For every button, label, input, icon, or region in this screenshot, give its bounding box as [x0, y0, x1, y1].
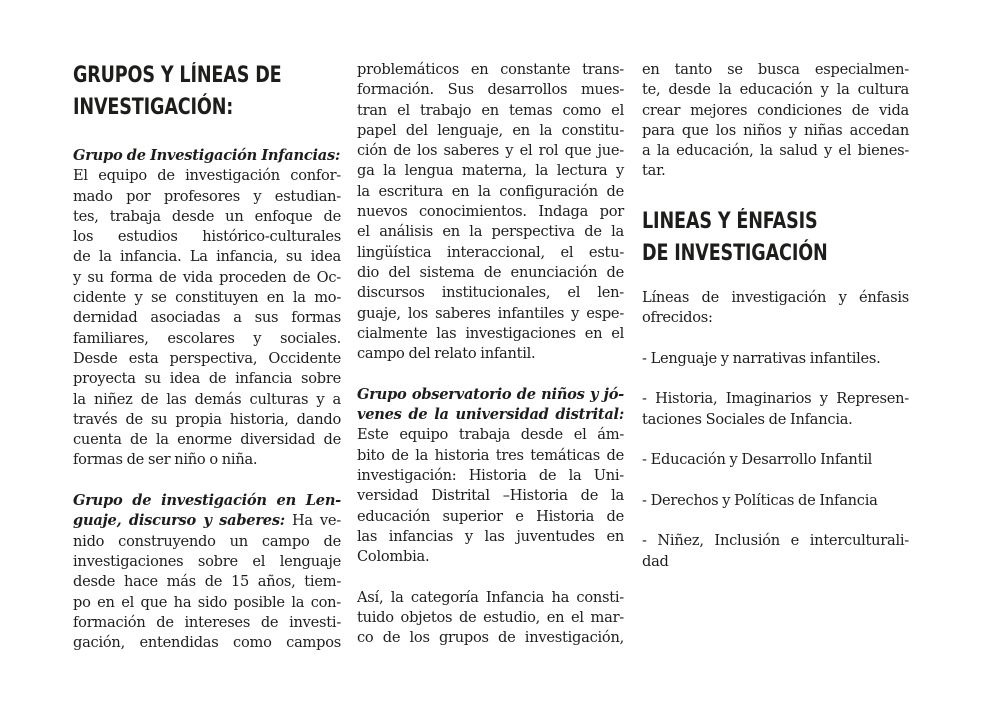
paragraph-continuation: problemáticos en constante trans- formación. Sus desarrollos mues- tran el trabajo en temas como el papel del lenguaje, en la constitu- ción de los saberes y el rol que jue- ga la lengua materna, la lectura y la escritura en la configuración de nuevos conocimientos. Indaga por el análisis en la perspectiva de la lingüística interaccional, el estu- dio del sistema de enunciación de discursos institucionales, el len- guaje, los saberes infantiles y espe- cialmente las investigaciones en el campo del relato infantil. — [357, 61, 624, 363]
group-title-observatorio-l2: venes de la universidad distrital: — [357, 406, 624, 424]
group-title-observatorio-l1: Grupo observatorio de niños y jó- — [357, 385, 624, 403]
section-heading-lineas: LINEAS Y ÉNFASIS DE INVESTIGACIÓN — [642, 208, 828, 266]
paragraph-lineas-intro: Líneas de investigación y énfasis ofrecidos: — [642, 288, 909, 327]
list-item-educacion: - Educación y Desarrollo Infantil — [642, 451, 873, 469]
list-item-ninez: - Niñez, Inclusión e interculturali- dad — [642, 532, 909, 570]
column-2 — [357, 60, 624, 649]
paragraph-grupo-observatorio: Grupo observatorio de niños y jó- venes de la universidad distrital: Este equipo trabaja desde el ám- bito de la historia tres temáticas de investigación: Historia de la Uni- versidad Distrital –Historia de la educación superior e Historia de las infancias y las juventudes en Colombia. — [357, 385, 624, 566]
paragraph-categoria-infancia: Así, la categoría Infancia ha consti- tuido objetos de estudio, en el mar- co de los grupos de investigación, — [357, 588, 624, 647]
group-title-lenguaje-l1: Grupo de investigación en Len- — [73, 492, 341, 510]
list-item-historia: - Historia, Imaginarios y Represen- taciones Sociales de Infancia. — [642, 390, 909, 428]
list-item-lenguaje: - Lenguaje y narrativas infantiles. — [642, 349, 881, 367]
paragraph-grupo-lenguaje: Grupo de investigación en Len- guaje, discurso y saberes: Ha ve- nido construyendo un campo de investigaciones sobre el lenguaje desde hace más de 15 años, tiem- po en el que ha sido posible la con- formación de intereses de investi- gación, entendidas como campos — [73, 492, 341, 652]
list-item-derechos: - Derechos y Políticas de Infancia — [642, 491, 878, 509]
column-1 — [73, 60, 341, 653]
paragraph-grupo-infancias: Grupo de Investigación Infancias: El equipo de investigación confor- mado por profesores y estudian- tes, trabaja desde un enfoque de los estudios histórico-culturales de la infancia. La infancia, su idea y su forma de vida proceden de Oc- cidente y se constituyen en la mo- dernidad asociadas a sus formas familiares, escolares y sociales. Desde esta perspectiva, Occidente proyecta su idea de infancia sobre la niñez de las demás culturas y a través de su propia historia, dando cuenta de la enorme diversidad de formas de ser niño o niña. — [73, 147, 341, 469]
group-title-infancias: Grupo de Investigación Infancias: — [73, 147, 341, 164]
section-heading-grupos: GRUPOS Y LÍNEAS DE INVESTIGACIÓN: — [73, 63, 282, 120]
paragraph-condiciones: en tanto se busca especialmen- te, desde la educación y la cultura crear mejores condiciones de vida para que los niños y niñas accedan a la educación, la salud y el bienes- tar. — [642, 61, 909, 180]
column-3 — [642, 60, 909, 572]
group-title-lenguaje-l2: guaje, discurso y saberes: — [73, 512, 285, 530]
